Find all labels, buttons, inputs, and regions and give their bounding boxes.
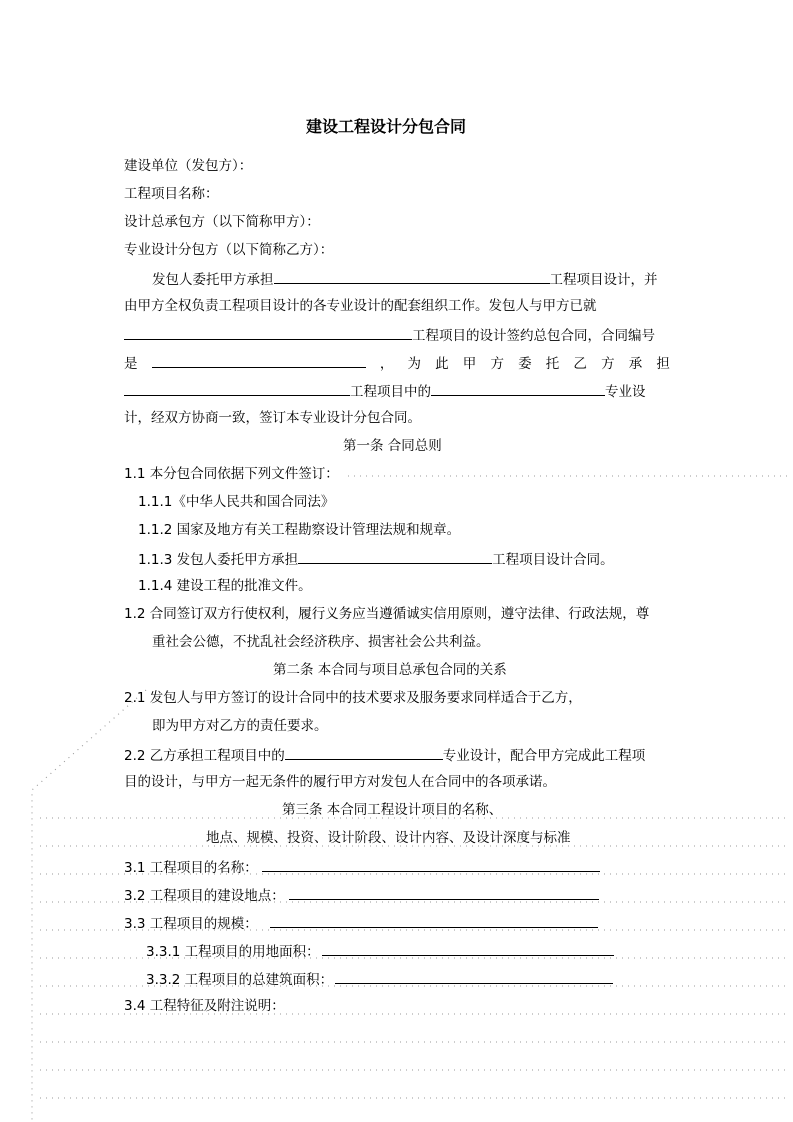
blank-line xyxy=(289,885,599,900)
blank-line xyxy=(262,857,600,872)
client-field: 建设单位（发包方）： xyxy=(124,158,253,174)
clause-2-2-line-2: 目的设计，与甲方一起无条件的履行甲方对发包人在合同中的各项承诺。 xyxy=(124,774,556,790)
clause-1-1: 1.1 本分包合同依据下列文件签订： xyxy=(124,466,339,482)
intro-line-2: 由甲方全权负责工程项目设计的各专业设计的配套组织工作。发包人与甲方已就 xyxy=(124,298,597,314)
intro-line-1: 发包人委托甲方承担 工程项目设计，并 xyxy=(152,269,658,289)
article-1-heading: 第一条 合同总则 xyxy=(343,438,442,454)
blank-line xyxy=(274,269,550,284)
article-3-heading-1: 第三条 本合同工程设计项目的名称、 xyxy=(282,802,503,818)
clause-1-1-2: 1.1.2 国家及地方有关工程勘察设计管理法规和规章。 xyxy=(138,522,461,538)
article-3-heading-2: 地点、规模、投资、设计阶段、设计内容、及设计深度与标准 xyxy=(206,830,571,846)
blank-line xyxy=(124,381,350,396)
clause-1-1-3: 1.1.3 发包人委托甲方承担 工程项目设计合同。 xyxy=(138,549,614,569)
clause-2-2-line-1: 2.2 乙方承担工程项目中的 专业设计，配合甲方完成此工程项 xyxy=(124,745,645,765)
general-contractor-field: 设计总承包方（以下简称甲方）： xyxy=(124,214,320,230)
clause-3-3-2: 3.3.2 工程项目的总建筑面积： xyxy=(146,969,613,989)
blank-line xyxy=(124,325,412,340)
subcontractor-field: 专业设计分包方（以下简称乙方）： xyxy=(124,242,334,258)
clause-1-2-line-1: 1.2 合同签订双方行使权利，履行义务应当遵循诚实信用原则，遵守法律、行政法规，尊 xyxy=(124,606,650,622)
intro-line-6: 计，经双方协商一致，签订本专业设计分包合同。 xyxy=(124,410,421,426)
blank-line xyxy=(298,549,492,564)
blank-line xyxy=(285,745,443,760)
clause-1-1-4: 1.1.4 建设工程的批准文件。 xyxy=(138,578,312,594)
contract-title: 建设工程设计分包合同 xyxy=(306,117,467,136)
clause-3-3-1: 3.3.1 工程项目的用地面积： xyxy=(146,941,614,961)
clause-1-1-1: 1.1.1《中华人民共和国合同法》 xyxy=(138,494,335,510)
blank-line xyxy=(322,941,614,956)
intro-line-4: 是 ， 为 此 甲 方 委 托 乙 方 承 担 xyxy=(124,353,670,373)
clause-1-2-line-2: 重社会公德，不扰乱社会经济秩序、损害社会公共利益。 xyxy=(152,634,490,650)
blank-line xyxy=(335,969,613,984)
blank-line xyxy=(431,381,605,396)
article-2-heading: 第二条 本合同与项目总承包合同的关系 xyxy=(273,662,507,678)
clause-3-2: 3.2 工程项目的建设地点： xyxy=(124,885,599,905)
clause-3-4: 3.4 工程特征及附注说明： xyxy=(124,998,285,1014)
blank-line xyxy=(270,913,598,928)
intro-line-3: 工程项目的设计签约总包合同，合同编号 xyxy=(124,325,655,345)
clause-2-1-line-1: 2.1 发包人与甲方签订的设计合同中的技术要求及服务要求同样适合于乙方， xyxy=(124,690,582,706)
intro-line-5: 工程项目中的 专业设 xyxy=(124,381,646,401)
clause-2-1-line-2: 即为甲方对乙方的责任要求。 xyxy=(152,718,328,734)
clause-3-1: 3.1 工程项目的名称： xyxy=(124,857,600,877)
project-name-field: 工程项目名称： xyxy=(124,186,219,202)
blank-line xyxy=(152,353,366,368)
clause-3-3: 3.3 工程项目的规模： xyxy=(124,913,598,933)
